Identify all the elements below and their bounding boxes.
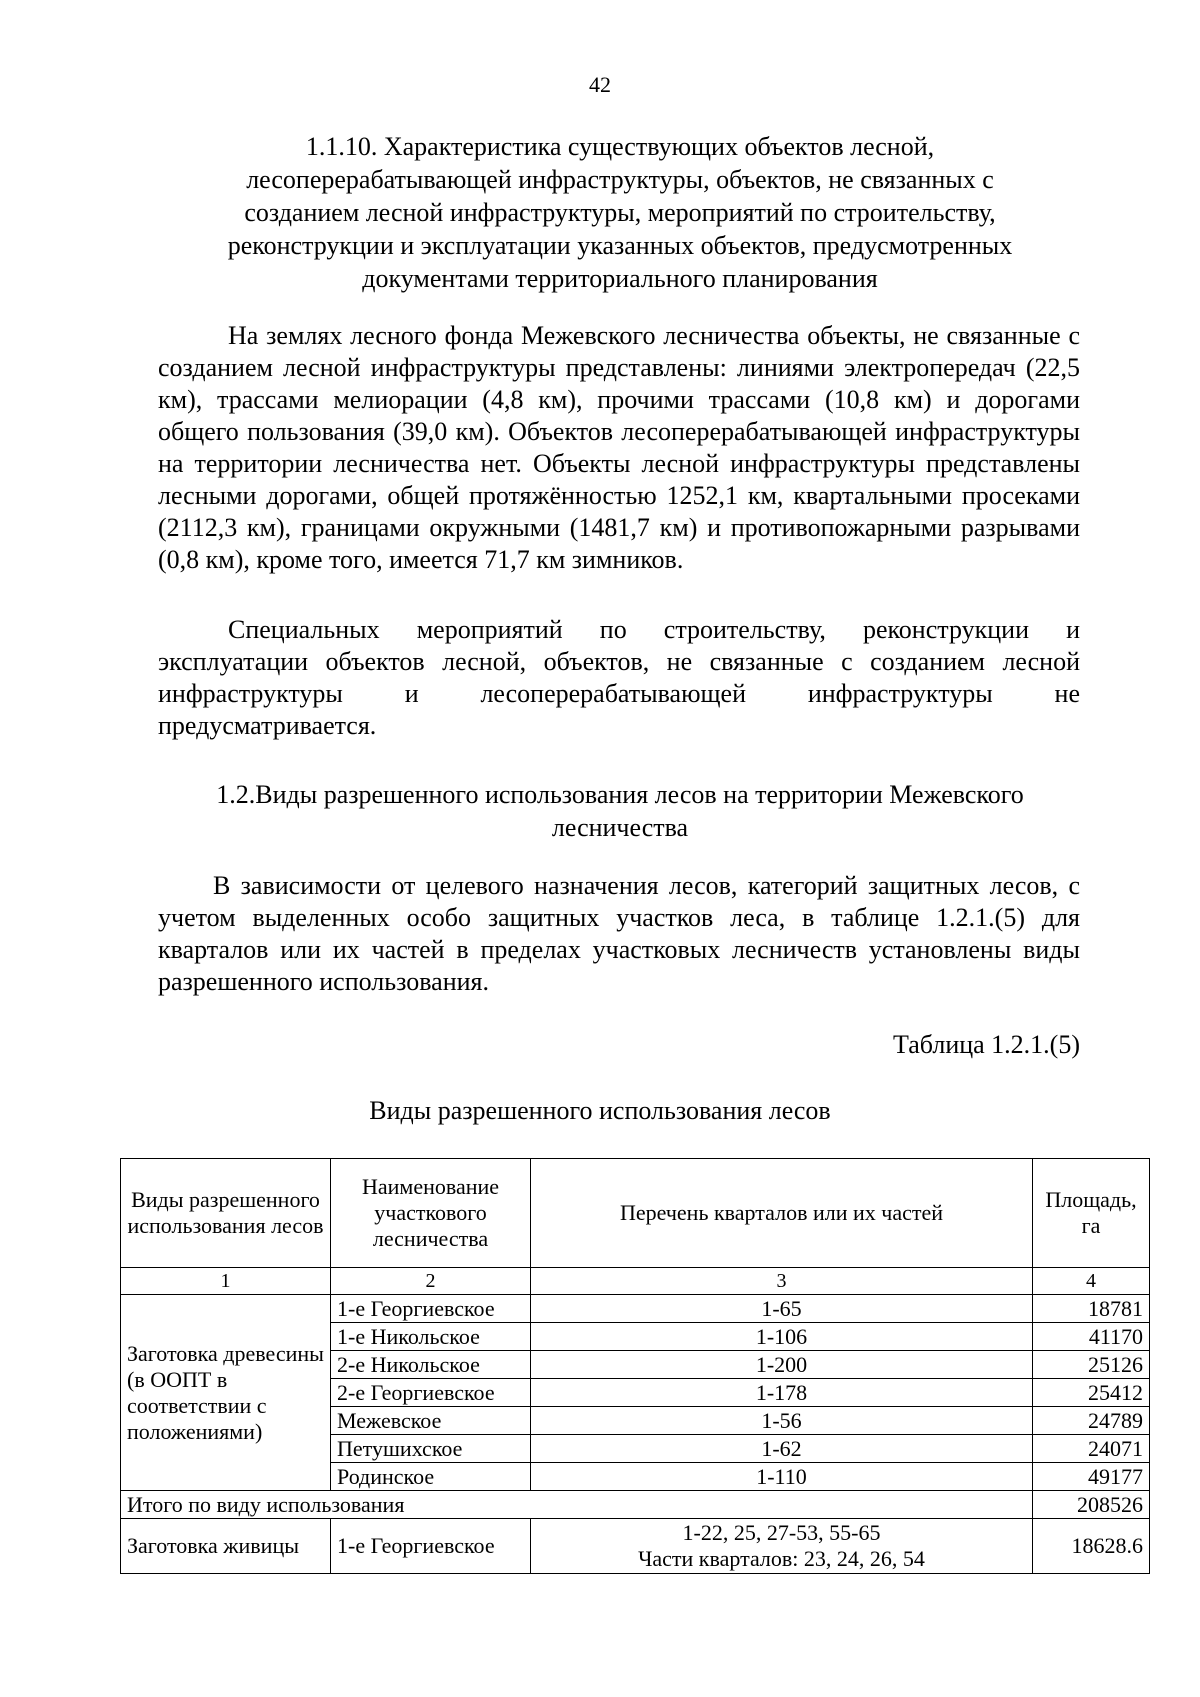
area-cell: 25126 xyxy=(1033,1351,1150,1379)
area-cell: 41170 xyxy=(1033,1323,1150,1351)
area-cell: 24071 xyxy=(1033,1435,1150,1463)
column-number: 2 xyxy=(331,1268,531,1295)
column-number: 4 xyxy=(1033,1268,1150,1295)
total-label: Итого по виду использования xyxy=(121,1491,1033,1519)
use-type-resin: Заготовка живицы xyxy=(121,1519,331,1574)
area-cell: 18628.6 xyxy=(1033,1519,1150,1574)
section-heading-1-1-10 xyxy=(160,130,1080,295)
forestry-cell: 1-е Георгиевское xyxy=(331,1519,531,1574)
quarters-cell: 1-106 xyxy=(531,1323,1033,1351)
header-forestry: Наименование участкового лесничества xyxy=(331,1159,531,1268)
area-cell: 24789 xyxy=(1033,1407,1150,1435)
heading-line: лесоперерабатывающей инфраструктуры, объектов, не связанных с xyxy=(246,165,994,194)
heading-line: документами территориального планирования xyxy=(362,264,878,293)
quarters-cell: 1-62 xyxy=(531,1435,1033,1463)
table-row xyxy=(121,1519,1150,1574)
table-header-row xyxy=(121,1159,1150,1268)
table-row xyxy=(121,1295,1150,1323)
header-quarters: Перечень кварталов или их частей xyxy=(531,1159,1033,1268)
permitted-use-table xyxy=(120,1158,1150,1574)
column-number: 1 xyxy=(121,1268,331,1295)
heading-line: 1.2.Виды разрешенного использования лесов на территории Межевского xyxy=(216,780,1024,809)
heading-line: лесничества xyxy=(551,813,689,842)
quarters-cell: 1-200 xyxy=(531,1351,1033,1379)
column-number-row xyxy=(121,1268,1150,1295)
forestry-cell: Межевское xyxy=(331,1407,531,1435)
quarters-cell: 1-178 xyxy=(531,1379,1033,1407)
paragraph-special-measures: Специальных мероприятий по строительству, реконструкции и эксплуатации объектов лесной, объектов, не связанные с созданием лесной инфраструктуры и лесоперерабатывающей инфраструктуры не предусматривается. xyxy=(158,615,1080,740)
heading-line: 1.1.10. Характеристика существующих объектов лесной, xyxy=(305,132,935,161)
table-title: Виды разрешенного использования лесов xyxy=(369,1096,831,1125)
area-cell: 25412 xyxy=(1033,1379,1150,1407)
table-caption: Таблица 1.2.1.(5) xyxy=(892,1030,1080,1059)
quarters-cell: 1-56 xyxy=(531,1407,1033,1435)
heading-line: созданием лесной инфраструктуры, мероприятий по строительству, xyxy=(244,198,996,227)
forestry-cell: 2-е Никольское xyxy=(331,1351,531,1379)
forestry-cell: 1-е Никольское xyxy=(331,1323,531,1351)
header-use-type: Виды разрешенного использования лесов xyxy=(121,1159,331,1268)
quarters-cell: 1-65 xyxy=(531,1295,1033,1323)
total-row xyxy=(121,1491,1150,1519)
quarters-line: 1-22, 25, 27-53, 55-65 xyxy=(682,1520,881,1545)
total-value: 208526 xyxy=(1033,1491,1150,1519)
heading-line: реконструкции и эксплуатации указанных объектов, предусмотренных xyxy=(227,231,1013,260)
column-number: 3 xyxy=(531,1268,1033,1295)
paragraph-infrastructure: На землях лесного фонда Межевского лесничества объекты, не связанные с созданием лесной инфраструктуры представлены: линиями электропередач (22,5 км), трассами мелиорации (4,8 км), прочими трассами (10,8 км) и дорогами общего пользования (39,0 км). Объектов лесоперерабатывающей инфраструктуры на территории лесничества нет. Объекты лесной инфраструктуры представлены лесными дорогами, общей протяжённостью 1252,1 км, квартальными просеками (2112,3 км), границами окружными (1481,7 км) и противопожарными разрывами (0,8 км), кроме того, имеется 71,7 км зимников. xyxy=(158,321,1080,574)
quarters-line: Части кварталов: 23, 24, 26, 54 xyxy=(638,1546,925,1571)
forestry-cell: Родинское xyxy=(331,1463,531,1491)
quarters-cell xyxy=(531,1519,1033,1574)
area-cell: 49177 xyxy=(1033,1463,1150,1491)
header-area: Площадь, га xyxy=(1033,1159,1150,1268)
use-type-timber: Заготовка древесины (в ООПТ в соответствии с положениями) xyxy=(121,1295,331,1491)
quarters-cell: 1-110 xyxy=(531,1463,1033,1491)
section-heading-1-2 xyxy=(150,778,1090,844)
forestry-cell: 2-е Георгиевское xyxy=(331,1379,531,1407)
forestry-cell: Петушихское xyxy=(331,1435,531,1463)
area-cell: 18781 xyxy=(1033,1295,1150,1323)
paragraph-permitted-uses: В зависимости от целевого назначения лесов, категорий защитных лесов, с учетом выделенных особо защитных участков леса, в таблице 1.2.1.(5) для кварталов или их частей в пределах участковых лесничеств установлены виды разрешенного использования. xyxy=(158,871,1080,996)
page-number: 42 xyxy=(589,72,611,97)
forestry-cell: 1-е Георгиевское xyxy=(331,1295,531,1323)
